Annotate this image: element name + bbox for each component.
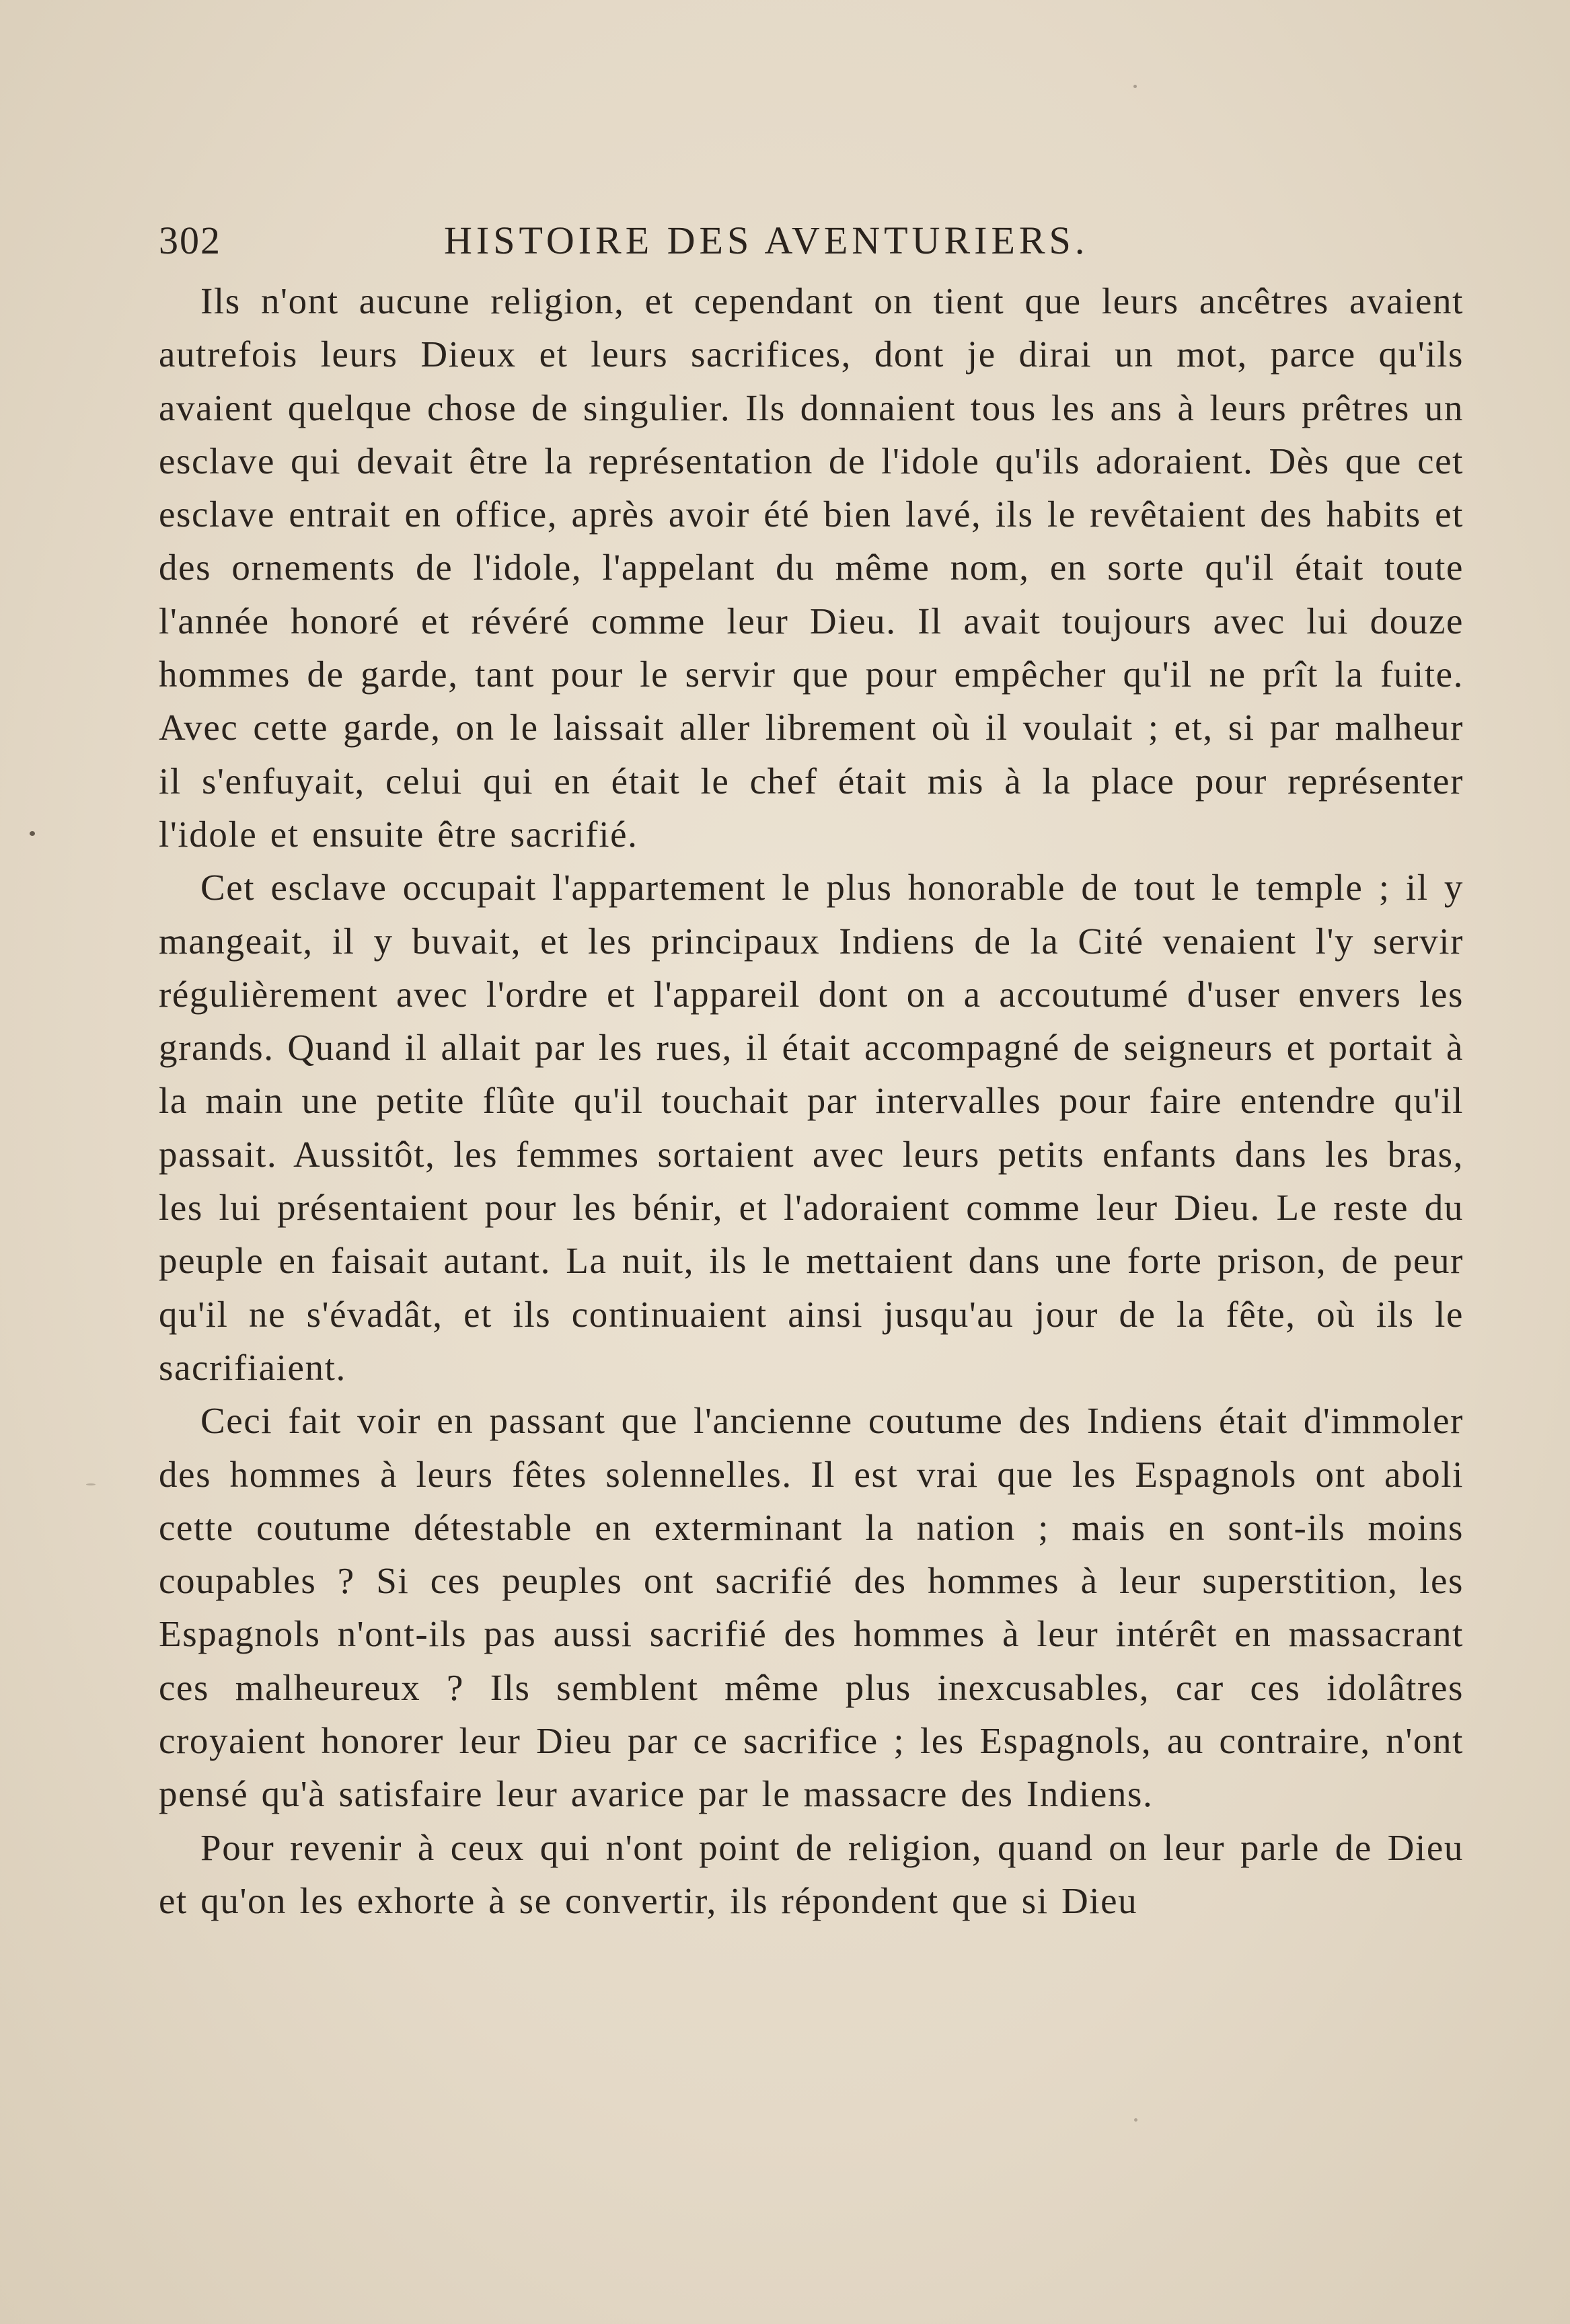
running-head bbox=[159, 214, 1464, 268]
paper-speck bbox=[86, 1483, 96, 1485]
paper-speck bbox=[1215, 893, 1222, 895]
paragraph: Pour revenir à ceux qui n'ont point de religion, quand on leur parle de Dieu et qu'on les exhorte à se convertir, ils répondent que si Dieu bbox=[159, 1826, 1464, 1921]
paper-speck bbox=[1133, 85, 1137, 88]
paragraph: Ceci fait voir en passant que l'ancienne coutume des Indiens était d'immoler des hommes à leurs fêtes solennelles. Il est vrai que les Espagnols ont aboli cette coutume détestable en exterminant la nation ; mais en sont-ils moins coupables ? Si ces peuples ont sacrifié des hommes à leur superstition, les Espagnols n'ont-ils pas aussi sacrifié des hommes à leur intérêt en massacrant ces malheureux ? Ils semblent même plus inexcusables, car ces idolâtres croyaient honorer leur Dieu par ce sacrifice ; les Espagnols, au contraire, n'ont pensé qu'à satisfaire leur avarice par le massacre des Indiens. bbox=[159, 1400, 1464, 1815]
paper-speck bbox=[1134, 2118, 1137, 2122]
page-number: 302 bbox=[159, 219, 221, 262]
running-title: HISTOIRE DES AVENTURIERS. bbox=[444, 219, 1089, 262]
paragraph: Cet esclave occupait l'appartement le plus honorable de tout le temple ; il y mangeait, il y buvait, et les principaux Indiens de la Cité venaient l'y servir régulièrement avec l'ordre et l'appareil dont on a accoutumé d'user envers les grands. Quand il allait par les rues, il était accompagné de seigneurs et portait à la main une petite flûte qu'il touchait par intervalles pour faire entendre qu'il passait. Aussitôt, les femmes sortaient avec leurs petits enfants dans les bras, les lui présentaient pour les bénir, et l'adoraient comme leur Dieu. Le reste du peuple en faisait autant. La nuit, ils le mettaient dans une forte prison, de peur qu'il ne s'évadât, et ils continuaient ainsi jusqu'au jour de la fête, où ils le sacrifiaient. bbox=[159, 867, 1464, 1388]
body-text bbox=[159, 274, 1464, 1927]
paragraph: Ils n'ont aucune religion, et cependant on tient que leurs ancêtres avaient autrefois leurs Dieux et leurs sacrifices, dont je dirai un mot, parce qu'ils avaient quelque chose de singulier. Ils donnaient tous les ans à leurs prêtres un esclave qui devait être la représentation de l'idole qu'ils adoraient. Dès que cet esclave entrait en office, après avoir été bien lavé, ils le revêtaient des habits et des ornements de l'idole, l'appelant du même nom, en sorte qu'il était toute l'année honoré et révéré comme leur Dieu. Il avait toujours avec lui douze hommes de garde, tant pour le servir que pour empêcher qu'il ne prît la fuite. Avec cette garde, on le laissait aller librement où il voulait ; et, si par malheur il s'enfuyait, celui qui en était le chef était mis à la place pour représenter l'idole et ensuite être sacrifié. bbox=[159, 280, 1464, 855]
paper-speck bbox=[30, 831, 35, 836]
